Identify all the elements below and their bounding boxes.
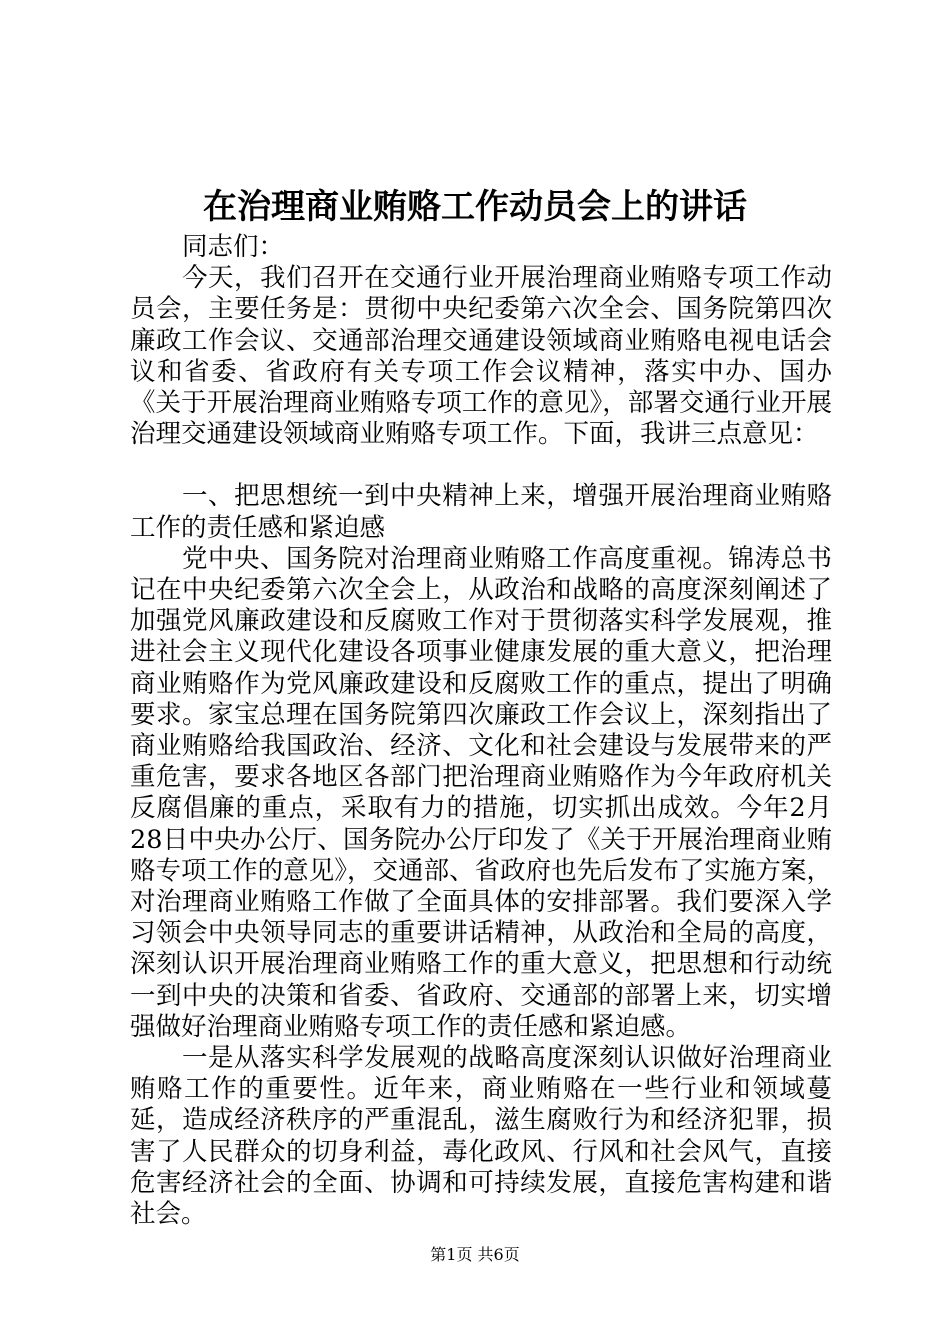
paragraph-intro: 今天，我们召开在交通行业开展治理商业贿赂专项工作动员会，主要任务是：贯彻中央纪委第六次全会、国务院第四次廉政工作会议、交通部治理交通建设领域商业贿赂电视电话会议和省委、省政府有关专项工作会议精神，落实中办、国办《关于开展治理商业贿赂专项工作的意见》，部署交通行业开展治理交通建设领域商业贿赂专项工作。下面，我讲三点意见：: [130, 263, 832, 450]
document-title: 在治理商业贿赂工作动员会上的讲话: [203, 187, 747, 227]
page-footer: 第1页 共6页: [430, 1245, 520, 1264]
document-body: [130, 232, 832, 1230]
greeting: 同志们：: [182, 232, 285, 262]
section-heading-1: 一、把思想统一到中央精神上来，增强开展治理商业贿赂工作的责任感和紧迫感: [130, 481, 832, 543]
paragraph-body-1: 党中央、国务院对治理商业贿赂工作高度重视。锦涛总书记在中央纪委第六次全会上，从政治和战略的高度深刻阐述了加强党风廉政建设和反腐败工作对于贯彻落实科学发展观，推进社会主义现代化建设各项事业健康发展的重大意义，把治理商业贿赂作为党风廉政建设和反腐败工作的重点，提出了明确要求。家宝总理在国务院第四次廉政工作会议上，深刻指出了商业贿赂给我国政治、经济、文化和社会建设与发展带来的严重危害，要求各地区各部门把治理商业贿赂作为今年政府机关反腐倡廉的重点，采取有力的措施，切实抓出成效。今年2月28日中央办公厅、国务院办公厅印发了《关于开展治理商业贿赂专项工作的意见》，交通部、省政府也先后发布了实施方案，对治理商业贿赂工作做了全面具体的安排部署。我们要深入学习领会中央领导同志的重要讲话精神，从政治和全局的高度，深刻认识开展治理商业贿赂工作的重大意义，把思想和行动统一到中央的决策和省委、省政府、交通部的部署上来，切实增强做好治理商业贿赂专项工作的责任感和紧迫感。: [130, 543, 832, 1042]
paragraph-gap: [130, 450, 832, 481]
paragraph-body-2: 一是从落实科学发展观的战略高度深刻认识做好治理商业贿赂工作的重要性。近年来，商业贿赂在一些行业和领域蔓延，造成经济秩序的严重混乱，滋生腐败行为和经济犯罪，损害了人民群众的切身利益，毒化政风、行风和社会风气，直接危害经济社会的全面、协调和可持续发展，直接危害构建和谐社会。: [130, 1043, 832, 1230]
